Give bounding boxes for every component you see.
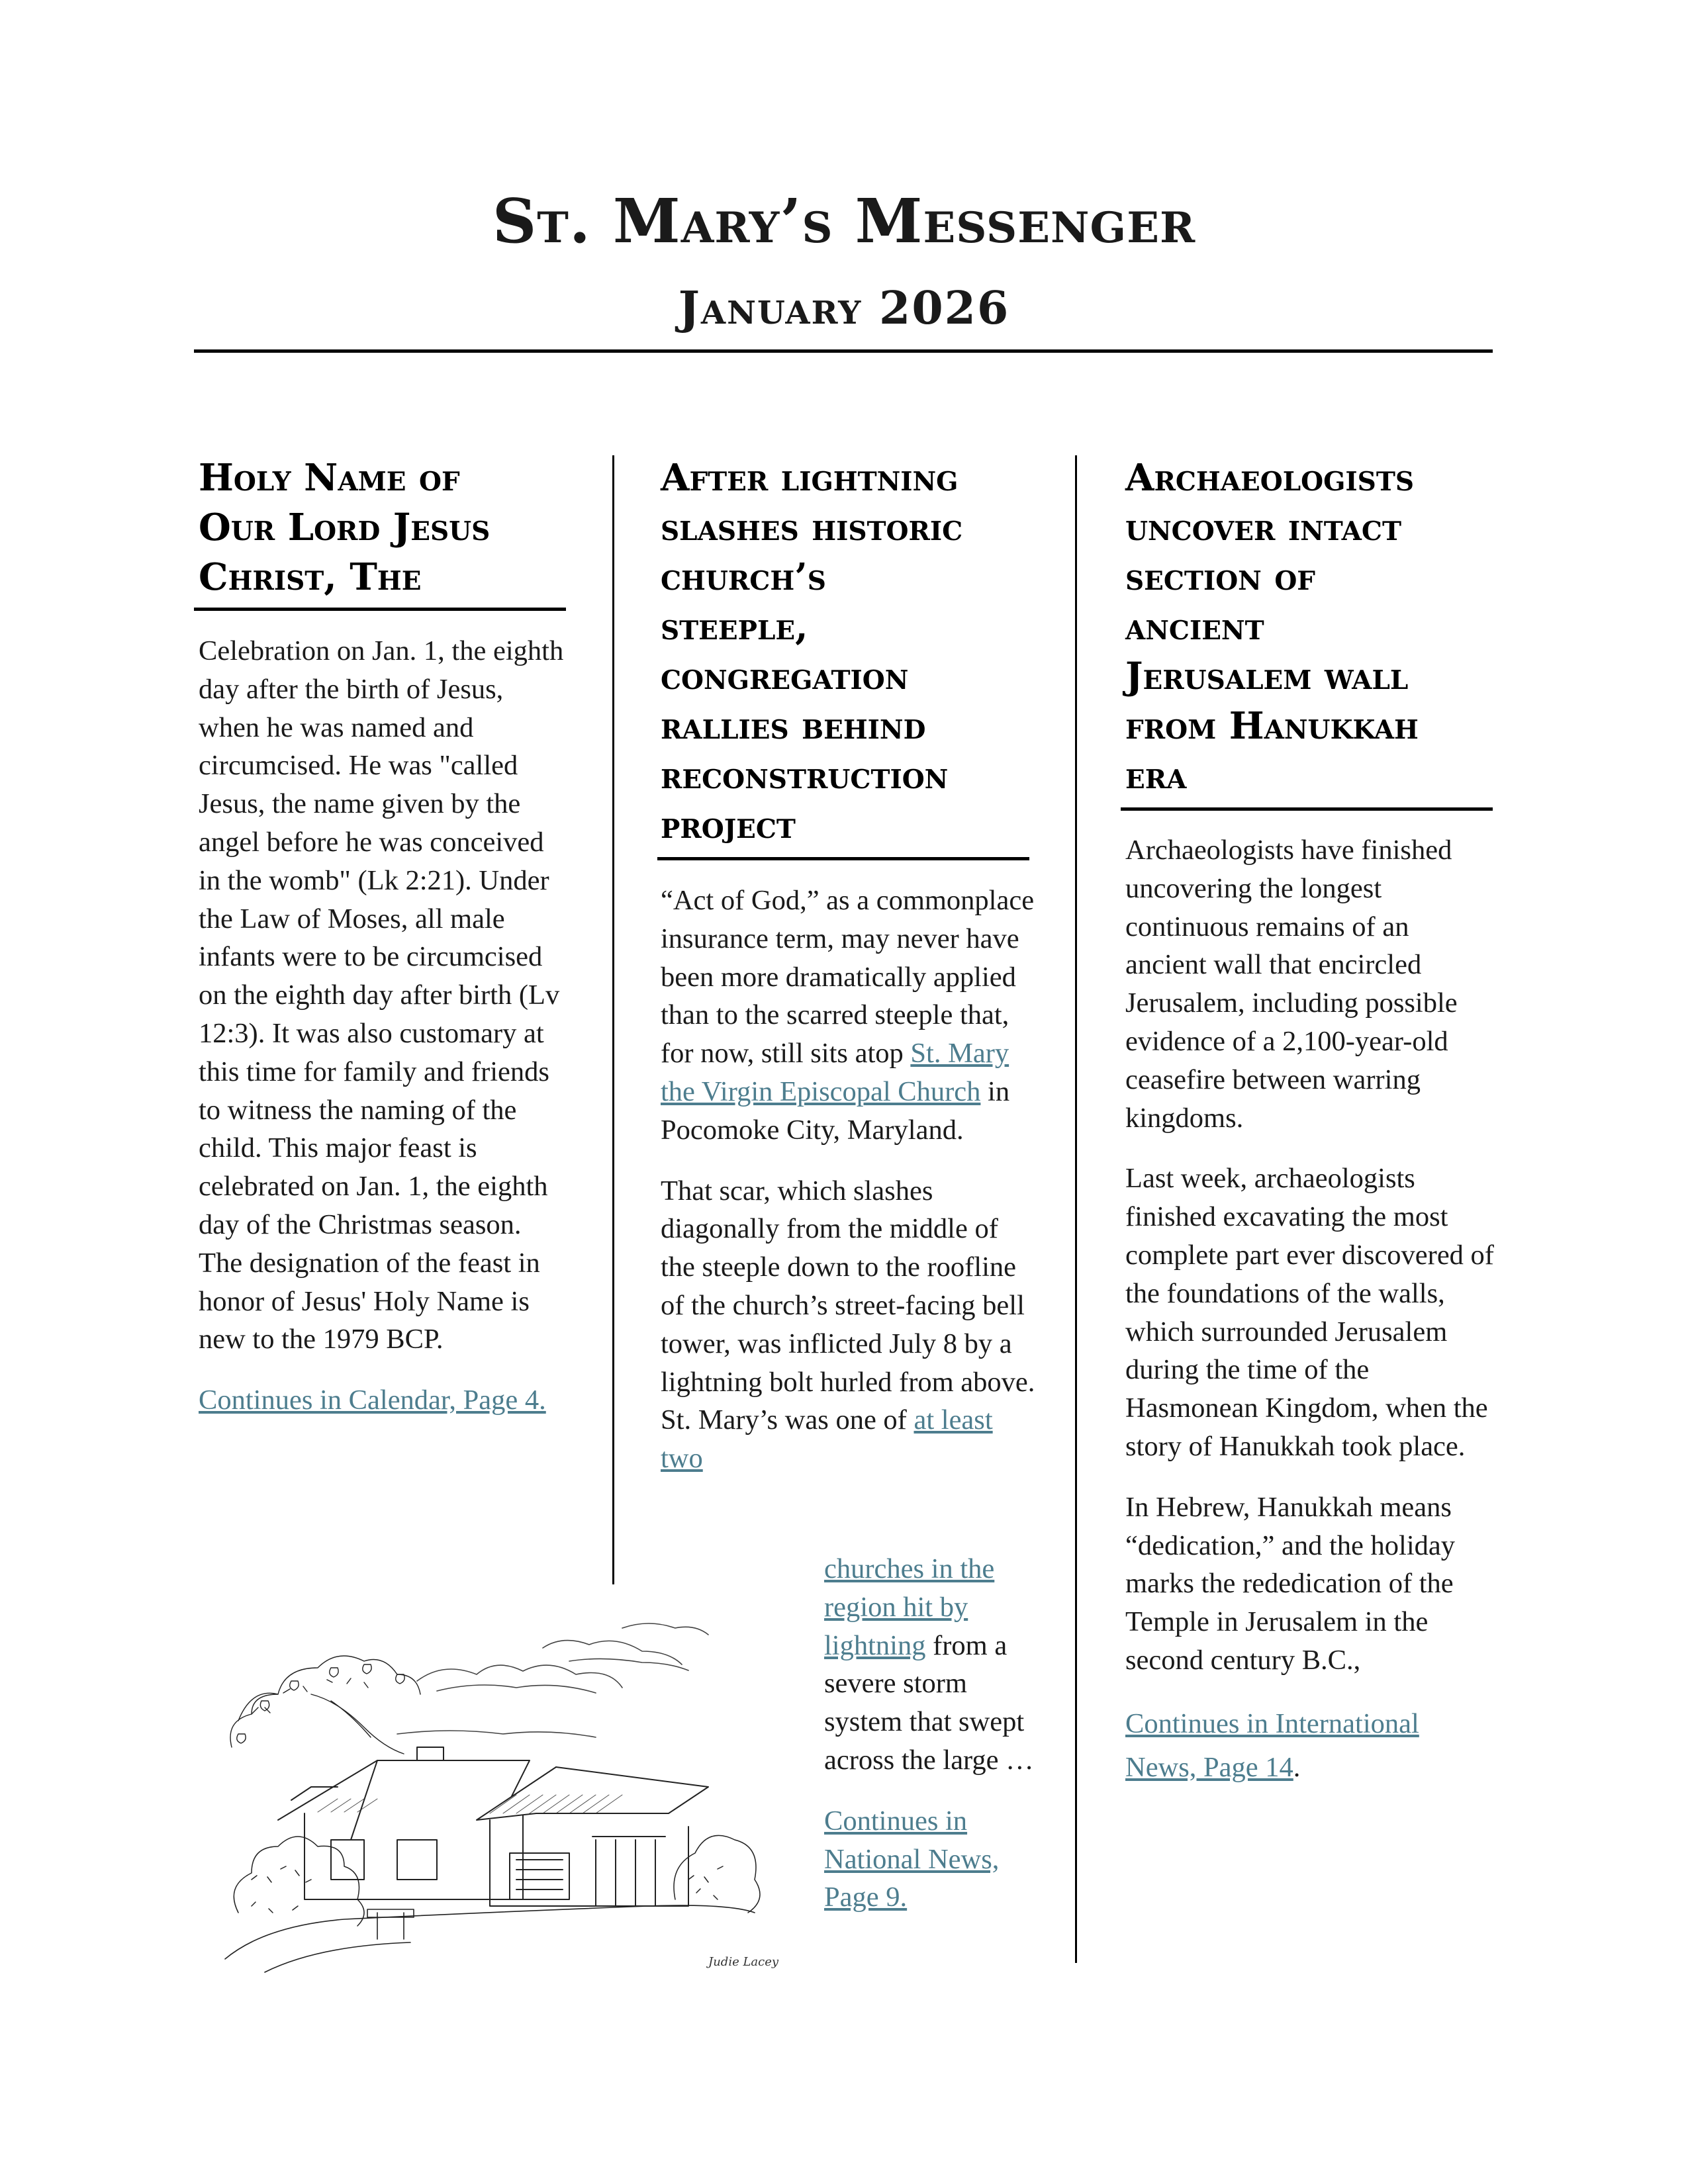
lightning-churches-link[interactable]: at least two — [661, 1404, 993, 1475]
article-body-lightning-cont — [824, 1550, 1043, 1939]
paragraph: Archaeologists have finished uncovering the longest continuous remains of an ancient wall that encircled Jerusalem, including possible evidence of a 2,100-year-old ceasefire between warring kingdoms. — [1125, 835, 1458, 1134]
heading-underline — [194, 608, 566, 611]
heading-line: church’s — [661, 555, 826, 599]
continue-link[interactable]: Continues in International News, Page 14 — [1125, 1707, 1419, 1783]
paragraph: In Hebrew, Hanukkah means “dedication,” and the holiday marks the rededication of the Temple in Jerusalem in the second century B.C., — [1125, 1491, 1456, 1676]
paragraph — [824, 1550, 1043, 1780]
heading-underline — [657, 857, 1029, 860]
heading-line: steeple, — [661, 605, 808, 649]
article-body-lightning — [661, 882, 1038, 1478]
paragraph: Celebration on Jan. 1, the eighth day after the birth of Jesus, when he was named and circumcised. He was "called Jesus, the name given by the angel before he was conceived in the womb" (Lk 2:21). Under the Law of Moses, all male infants were to be circumcised on the eighth day after birth (Lv 12:3). It was also customary at this time for family and friends to witness the naming of the child. This major feast is celebrated on Jan. 1, the eighth day of the Christmas season. The designation of the feast in honor of Jesus' Holy Name is new to the 1979 BCP. — [199, 635, 564, 1355]
column-divider-left — [612, 455, 614, 1584]
paragraph-text: That scar, which slashes diagonally from the middle of the steeple down to the roofline of the church’s street-facing bell tower, was inflicted July 8 by a lightning bolt hurled from above. St. Mary’s was one of — [661, 1175, 1035, 1436]
heading-line: era — [1125, 754, 1187, 797]
masthead-divider — [194, 349, 1493, 353]
article-body-holy-name — [199, 632, 569, 1442]
heading-line: rallies behind — [661, 704, 926, 748]
continue-link[interactable]: Continues in National News, Page 9. — [824, 1805, 1000, 1913]
church-building — [278, 1747, 708, 1906]
heading-line: project — [661, 803, 796, 847]
heading-line: from Hanukkah — [1125, 704, 1419, 748]
paragraph-text: from a severe storm system that swept across the large … — [824, 1629, 1034, 1776]
artist-signature: Judie Lacey — [708, 1955, 779, 1969]
cloud-strokes — [397, 1623, 708, 1737]
heading-line: Archaeologists — [1125, 456, 1415, 500]
heading-line: congregation — [661, 655, 909, 698]
church-sketch-illustration — [199, 1602, 794, 1992]
heading-line: Holy Name of — [199, 456, 460, 500]
continue-suffix: . — [1293, 1751, 1301, 1783]
heading-line: uncover intact — [1125, 506, 1401, 549]
heading-underline — [1121, 807, 1493, 811]
newsletter-title: St. Mary’s Messenger — [492, 185, 1196, 257]
article-body-jerusalem-wall — [1125, 831, 1496, 1812]
continue-link-international[interactable] — [1125, 1702, 1496, 1790]
paragraph — [661, 882, 1038, 1150]
heading-line: After lightning — [661, 456, 959, 500]
tree-foliage — [230, 1656, 420, 1754]
paragraph-text: “Act of God,” as a commonplace insurance term, may never have been more dramatically applied than to the scarred steeple that, for now, still sits atop — [661, 885, 1035, 1069]
heading-line: Jerusalem wall — [1125, 655, 1409, 698]
article-heading-holy-name — [199, 453, 596, 602]
heading-line: Christ, The — [199, 555, 422, 599]
heading-line: Our Lord Jesus — [199, 506, 491, 549]
walkway — [225, 1905, 755, 1972]
continue-link-national[interactable] — [824, 1802, 1043, 1917]
heading-line: ancient — [1125, 605, 1264, 649]
article-heading-jerusalem-wall — [1125, 453, 1509, 801]
paragraph-text: in Pocomoke City, Maryland. — [661, 1075, 1010, 1146]
issue-date: January 2026 — [678, 282, 1010, 335]
continue-link-calendar[interactable] — [199, 1381, 569, 1420]
article-heading-lightning — [661, 453, 1058, 850]
continue-link[interactable]: Continues in Calendar, Page 4. — [199, 1385, 546, 1416]
church-link[interactable]: St. Mary the Virgin Episcopal Church — [661, 1038, 1009, 1107]
column-divider-right — [1075, 455, 1077, 1963]
heading-line: section of — [1125, 555, 1315, 599]
lightning-churches-link[interactable]: churches in the region hit by lightning — [824, 1553, 995, 1661]
heading-line: slashes historic — [661, 506, 963, 549]
paragraph: Last week, archaeologists finished excavating the most complete part ever discovered of the foundations of the walls, which surrounded Jerusalem during the time of the Hasmonean Kingdom, when the story of Hanukkah took place. — [1125, 1163, 1494, 1462]
paragraph — [661, 1172, 1038, 1478]
heading-line: reconstruction — [661, 754, 949, 797]
